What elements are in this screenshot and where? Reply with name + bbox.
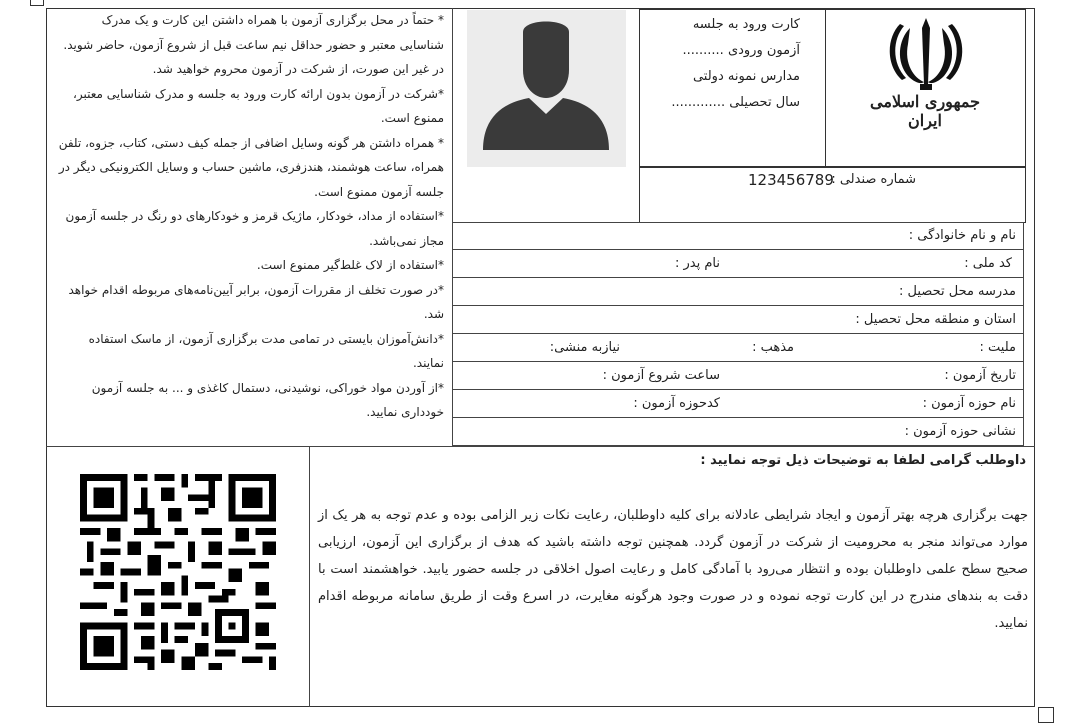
center-name-label: نام حوزه آزمون : (922, 396, 1016, 411)
center-code-label: کدحوزه آزمون : (633, 396, 720, 411)
province-label: استان و منطقه محل تحصیل : (855, 312, 1016, 327)
qr-divider (309, 446, 310, 707)
school-label: مدرسه محل تحصیل : (899, 284, 1016, 299)
card-title-line: کارت ورود به جلسه (692, 17, 800, 32)
notice-body: جهت برگزاری هرچه بهتر آزمون و ایجاد شرایطی عادلانه برای کلیه داوطلبان، رعایت نکات زیر الزامی بوده و عدم توجه به هر یک از موارد می‌تواند منجر به محرومیت از شرکت در آزمون گردد. همچنین توجه داشته باشید که هدف از برگزاری این آزمون، ارزیابی صحیح سطح علمی داوطلبان بوده و انتظار می‌رود با آمادگی کامل و رعایت اصول اخلاقی در جلسه حضور یابید. خواهشمند است با دقت به بندهای مندرج در این کارت توجه نموده و در صورت وجود هرگونه مغایرت، در اسرع وقت از طریق سامانه مربوطه اقدام نمایید. (318, 508, 1028, 631)
religion-label: مذهب : (752, 340, 794, 355)
corner-mark (30, 0, 44, 6)
seat-label: شماره صندلی : (831, 172, 916, 187)
father-name-label: نام پدر : (675, 256, 720, 271)
center-address-label: نشانی حوزه آزمون : (904, 424, 1016, 439)
card-title-line: آزمون ورودی .......... (682, 43, 800, 58)
rules-list (56, 8, 444, 425)
nationality-label: ملیت : (979, 340, 1016, 355)
card-title-lines (650, 12, 800, 116)
country-name: جمهوری اسلامی ایران (870, 92, 980, 130)
rule-item: *استفاده از لاک غلط‌گیر ممنوع است. (256, 258, 444, 272)
name-label: نام و نام خانوادگی : (908, 228, 1016, 243)
section-divider (46, 446, 1035, 447)
rule-item: *دانش‌آموزان بایستی در تمامی مدت برگزاری آزمون، از ماسک استفاده نمایند. (88, 331, 444, 370)
rule-item: *در صورت تخلف از مقررات آزمون، برابر آیین‌نامه‌های مربوطه اقدام خواهد شد. (68, 282, 444, 321)
notice-title: داوطلب گرامی لطفا به توضیحات ذیل توجه نمایید : (700, 453, 1026, 468)
rule-item: *شرکت در آزمون بدون ارائه کارت ورود به جلسه و مدرک شناسایی معتبر، ممنوع است. (72, 86, 444, 125)
rule-item: * حتماً در محل برگزاری آزمون با همراه داشتن این کارت و یک مدرک شناسایی معتبر و حضور حداقل نیم ساعت قبل از شروع آزمون، حاضر شوید. در غیر این صورت، از شرکت در آزمون محروم خواهید شد. (63, 13, 444, 76)
qr-code (80, 474, 276, 670)
seat-number: 123456789 (748, 171, 834, 189)
exam-date-label: تاریخ آزمون : (944, 368, 1016, 383)
card-title-line: مدارس نمونه دولتی (692, 69, 800, 84)
rule-item: * همراه داشتن هر گونه وسایل اضافی از جمله کیف دستی، کتاب، جزوه، تلفن همراه، ساعت هوشمند، هندزفری، ماشین حساب و وسایل الکترونیکی دیگر در جلسه آزمون ممنوع است. (58, 135, 444, 199)
exam-time-label: ساعت شروع آزمون : (602, 368, 720, 383)
special-needs-label: نیازبه منشی: (549, 340, 620, 355)
iran-emblem-icon (880, 14, 972, 94)
photo-placeholder (467, 10, 626, 167)
corner-mark (1038, 707, 1054, 723)
rule-item: *استفاده از مداد، خودکار، ماژیک قرمز و خودکارهای دو رنگ در جلسه آزمون مجاز نمی‌باشد. (65, 209, 444, 248)
rule-item: *از آوردن مواد خوراکی، نوشیدنی، دستمال کاغذی و ... به جلسه آزمون خودداری نمایید. (91, 380, 444, 419)
card-title-line: سال تحصیلی ............. (671, 95, 800, 110)
national-code-label: کد ملی : (964, 256, 1012, 271)
user-avatar-icon (467, 10, 626, 167)
